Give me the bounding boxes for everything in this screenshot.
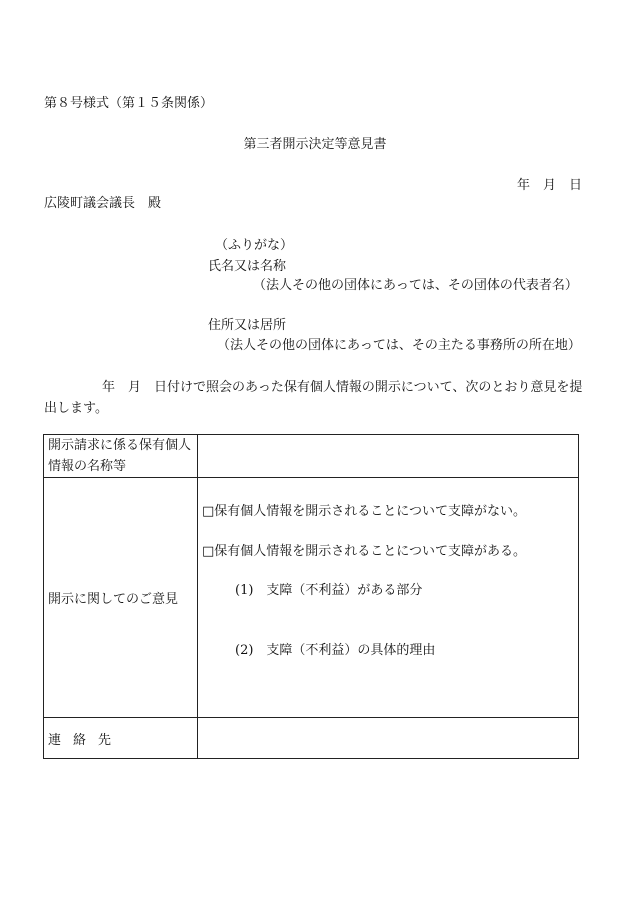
opinion-form-table xyxy=(43,434,579,759)
sub-item-affected-part: (1) 支障（不利益）がある部分 xyxy=(235,583,423,598)
date-line: 年 月 日 xyxy=(517,178,583,193)
contact-field[interactable] xyxy=(198,718,579,759)
furigana-label: （ふりがな） xyxy=(215,238,294,253)
table-row xyxy=(44,718,579,759)
sub-item-specific-reason: (2) 支障（不利益）の具体的理由 xyxy=(235,643,436,658)
name-label: 氏名又は名称 xyxy=(208,259,287,274)
addressee: 広陵町議会議長 殿 xyxy=(44,196,162,211)
info-name-label: 開示請求に係る保有個人情報の名称等 xyxy=(44,435,198,478)
address-label: 住所又は居所 xyxy=(208,318,287,333)
form-number: 第８号様式（第１５条関係） xyxy=(44,96,214,111)
table-row xyxy=(44,435,579,478)
contact-label: 連絡先 xyxy=(44,718,198,759)
name-note: （法人その他の団体にあっては、その団体の代表者名） xyxy=(253,278,578,293)
body-paragraph: 年 月 日付けで照会のあった保有個人情報の開示について、次のとおり意見を提出します。 xyxy=(44,380,583,416)
opinion-label: 開示に関してのご意見 xyxy=(44,478,198,718)
address-note: （法人その他の団体にあっては、その主たる事務所の所在地） xyxy=(217,338,581,353)
info-name-field[interactable] xyxy=(198,435,579,478)
table-row xyxy=(44,478,579,718)
opinion-field xyxy=(198,478,579,718)
option-issue-checkbox[interactable]: □保有個人情報を開示されることについて支障がある。 xyxy=(202,544,527,559)
document-title: 第三者開示決定等意見書 xyxy=(243,137,387,152)
option-no-issue-checkbox[interactable]: □保有個人情報を開示されることについて支障がない。 xyxy=(202,504,527,519)
